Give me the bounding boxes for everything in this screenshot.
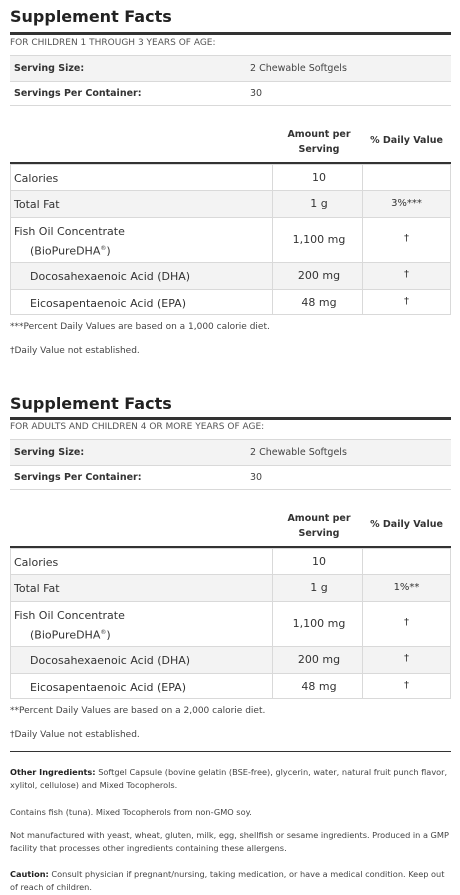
serving-size-label: Serving Size: xyxy=(14,63,85,74)
daily-value-footnote: ***Percent Daily Values are based on a 1,000 calorie diet. xyxy=(10,322,270,332)
nutrient-daily-value: † xyxy=(404,296,409,307)
panel-title: Supplement Facts xyxy=(10,7,172,26)
serving-size-label: Serving Size: xyxy=(14,447,85,458)
nutrient-name: Calories xyxy=(14,172,59,185)
servings-per-container-row xyxy=(10,465,451,490)
column-header-amount: Amount per Serving xyxy=(287,513,351,539)
nutrient-row xyxy=(10,190,451,217)
nutrient-amount: 10 xyxy=(312,555,326,568)
not-established-footnote: †Daily Value not established. xyxy=(10,346,140,356)
nutrient-amount: 48 mg xyxy=(301,296,337,309)
nutrient-name: Total Fat xyxy=(14,582,60,595)
column-header-daily-value: % Daily Value xyxy=(370,519,443,530)
nutrient-row xyxy=(10,164,451,190)
nutrient-amount: 1,100 mg xyxy=(292,617,346,630)
nutrient-row xyxy=(10,673,451,699)
nutrient-subname: (BioPureDHA®) xyxy=(30,628,111,642)
footer-rule xyxy=(10,751,451,752)
age-group: FOR ADULTS AND CHILDREN 4 OR MORE YEARS OF AGE: xyxy=(10,422,265,432)
nutrient-amount: 200 mg xyxy=(297,653,341,666)
title-rule xyxy=(10,32,451,35)
nutrient-amount: 10 xyxy=(312,171,326,184)
nutrient-name: Calories xyxy=(14,556,59,569)
allergen-statement: Not manufactured with yeast, wheat, gluten, milk, egg, shellfish or sesame ingredients. Produced in a GMP facility that processes other ingredients containing these allergens. xyxy=(10,830,449,853)
nutrient-amount: 1,100 mg xyxy=(292,233,346,246)
table-border xyxy=(10,548,11,699)
nutrient-name: Total Fat xyxy=(14,198,60,211)
servings-value: 30 xyxy=(250,88,263,99)
nutrient-subname: (BioPureDHA®) xyxy=(30,244,111,258)
nutrient-row xyxy=(10,548,451,574)
nutrient-row xyxy=(10,646,451,673)
nutrient-row xyxy=(10,217,451,262)
column-header-daily-value: % Daily Value xyxy=(370,135,443,146)
nutrient-amount: 48 mg xyxy=(301,680,337,693)
other-ingredients xyxy=(10,766,451,792)
nutrient-row xyxy=(10,574,451,601)
title-rule xyxy=(10,417,451,420)
column-divider xyxy=(362,164,363,315)
nutrient-daily-value: † xyxy=(404,269,409,280)
nutrient-amount: 1 g xyxy=(310,197,328,210)
nutrient-name: Fish Oil Concentrate xyxy=(14,225,125,238)
column-divider xyxy=(362,548,363,699)
other-ingredients-text: Softgel Capsule (bovine gelatin (BSE-free), glycerin, water, natural fruit punch flavor, xylitol, cellulose) and Mixed Tocopherols. xyxy=(10,767,448,790)
serving-size-row xyxy=(10,439,451,465)
nutrient-daily-value: † xyxy=(404,617,409,628)
table-border xyxy=(450,164,451,315)
serving-size-value: 2 Chewable Softgels xyxy=(250,447,347,458)
table-border xyxy=(10,164,11,315)
nutrient-daily-value: † xyxy=(404,653,409,664)
nutrient-daily-value: † xyxy=(404,680,409,691)
allergen-contains: Contains fish (tuna). Mixed Tocopherols from non-GMO soy. xyxy=(10,807,252,817)
nutrient-name: Fish Oil Concentrate xyxy=(14,609,125,622)
servings-value: 30 xyxy=(250,472,263,483)
nutrient-row xyxy=(10,262,451,289)
serving-size-row xyxy=(10,55,451,81)
age-group: FOR CHILDREN 1 THROUGH 3 YEARS OF AGE: xyxy=(10,38,216,48)
caution-text: Consult physician if pregnant/nursing, taking medication, or have a medical condition. Keep out of reach of children. xyxy=(10,869,445,892)
caution-label: Caution: xyxy=(10,869,49,879)
panel-title: Supplement Facts xyxy=(10,394,172,413)
not-established-footnote: †Daily Value not established. xyxy=(10,730,140,740)
caution-statement xyxy=(10,868,451,894)
nutrient-daily-value: 1%** xyxy=(393,582,420,593)
nutrient-name: Docosahexaenoic Acid (DHA) xyxy=(30,654,191,667)
serving-size-value: 2 Chewable Softgels xyxy=(250,63,347,74)
servings-per-container-row xyxy=(10,81,451,106)
column-header-amount: Amount per Serving xyxy=(287,129,351,155)
nutrient-name: Eicosapentaenoic Acid (EPA) xyxy=(30,297,187,310)
nutrient-daily-value: 3%*** xyxy=(391,198,422,209)
other-ingredients-label: Other Ingredients: xyxy=(10,767,96,777)
nutrient-amount: 200 mg xyxy=(297,269,341,282)
column-divider xyxy=(272,164,273,315)
column-divider xyxy=(272,548,273,699)
servings-label: Servings Per Container: xyxy=(14,88,142,99)
nutrient-name: Eicosapentaenoic Acid (EPA) xyxy=(30,681,187,694)
nutrient-daily-value: † xyxy=(404,233,409,244)
nutrient-row xyxy=(10,289,451,315)
nutrient-row xyxy=(10,601,451,646)
daily-value-footnote: **Percent Daily Values are based on a 2,000 calorie diet. xyxy=(10,706,266,716)
nutrient-name: Docosahexaenoic Acid (DHA) xyxy=(30,270,191,283)
servings-label: Servings Per Container: xyxy=(14,472,142,483)
table-border xyxy=(450,548,451,699)
nutrient-amount: 1 g xyxy=(310,581,328,594)
